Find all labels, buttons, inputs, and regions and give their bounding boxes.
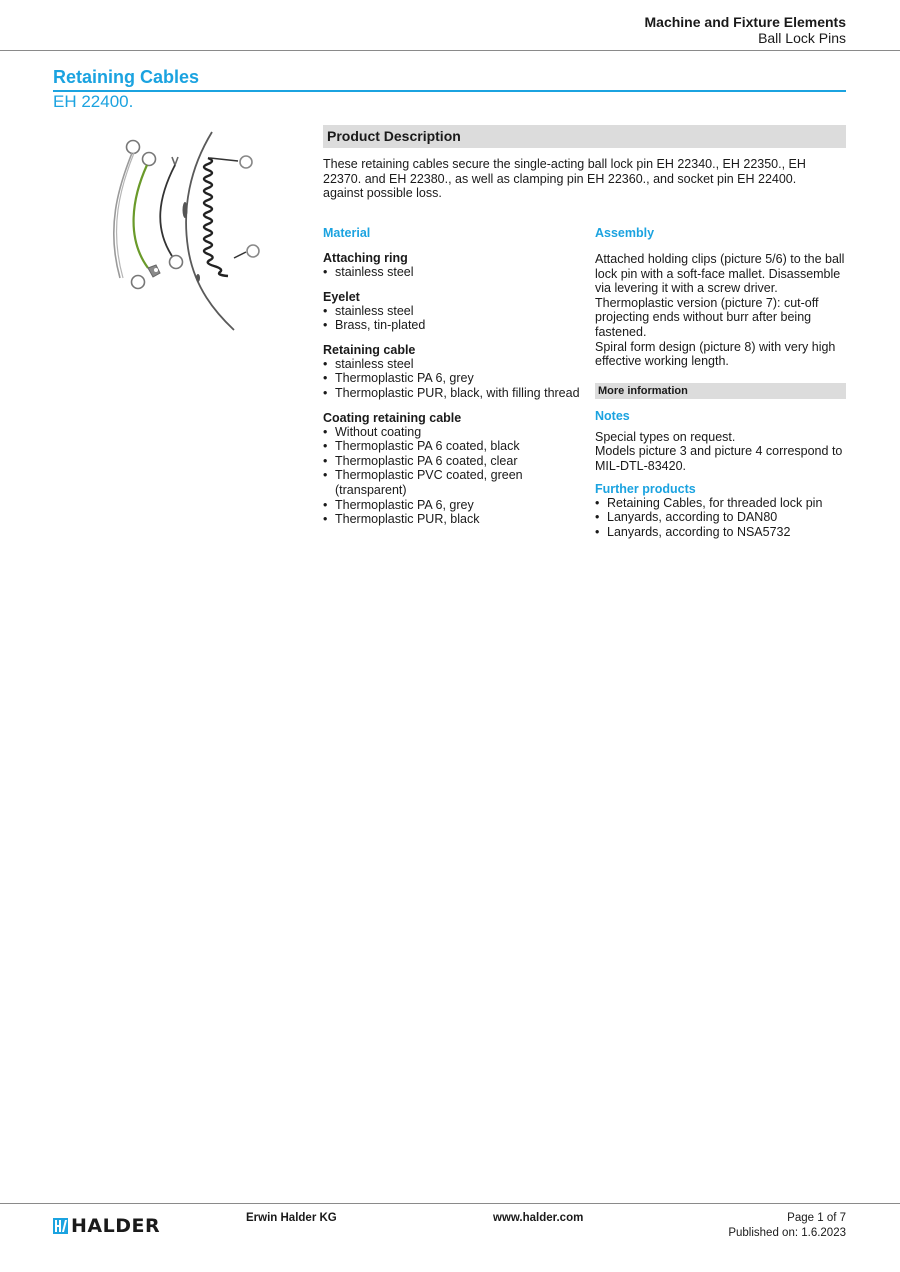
material-group-title: Coating retaining cable xyxy=(323,410,462,425)
title-rule xyxy=(53,90,846,92)
halder-logo-icon xyxy=(53,1218,68,1234)
notes-paragraph: Models picture 3 and picture 4 correspond to MIL-DTL-83420. xyxy=(595,444,843,473)
product-code: EH 22400. xyxy=(53,92,134,111)
further-product-link[interactable]: • Retaining Cables, for threaded lock pin xyxy=(595,496,846,511)
list-item: • Thermoplastic PVC coated, green (transparent) xyxy=(323,468,585,497)
header-category: Machine and Fixture Elements xyxy=(644,14,846,30)
list-item: • stainless steel xyxy=(323,357,585,372)
more-information-bar: More information xyxy=(595,383,846,399)
material-list xyxy=(323,425,585,527)
cable-black-icon xyxy=(160,157,182,269)
header-subcategory: Ball Lock Pins xyxy=(758,30,846,46)
list-item: • Thermoplastic PA 6, grey xyxy=(323,498,585,513)
material-list xyxy=(323,265,585,280)
assembly-paragraph: Attached holding clips (picture 5/6) to the ball lock pin with a soft-face mallet. Disassemble via levering it with a screw driver. xyxy=(595,252,845,296)
list-item: • stainless steel xyxy=(323,265,585,280)
halder-logo xyxy=(53,1217,160,1235)
material-section xyxy=(323,226,585,527)
further-product-link[interactable]: • Lanyards, according to DAN80 xyxy=(595,510,846,525)
cable-spiral-icon xyxy=(204,156,259,276)
product-description-heading: Product Description xyxy=(323,125,846,148)
header-divider xyxy=(0,50,900,51)
further-product-link[interactable]: • Lanyards, according to NSA5732 xyxy=(595,525,846,540)
material-group-title: Retaining cable xyxy=(323,342,416,357)
footer-page-number: Page 1 of 7 xyxy=(787,1212,846,1224)
assembly-paragraph: Spiral form design (picture 8) with very high effective working length. xyxy=(595,339,836,369)
list-item: • Thermoplastic PA 6 coated, black xyxy=(323,439,585,454)
footer-divider xyxy=(0,1203,900,1204)
material-group-title: Eyelet xyxy=(323,289,360,304)
notes-paragraph: Special types on request. xyxy=(595,429,736,444)
list-item: • stainless steel xyxy=(323,304,585,319)
list-item: • Without coating xyxy=(323,425,585,440)
footer-published-date: Published on: 1.6.2023 xyxy=(728,1227,846,1239)
material-list xyxy=(323,357,585,401)
notes-heading: Notes xyxy=(595,408,630,423)
list-item: • Thermoplastic PA 6 coated, clear xyxy=(323,454,585,469)
footer-website-link[interactable]: www.halder.com xyxy=(493,1212,584,1224)
material-group-title: Attaching ring xyxy=(323,251,408,265)
cable-green-icon xyxy=(134,153,160,278)
list-item: • Brass, tin-plated xyxy=(323,318,585,333)
product-description-text: These retaining cables secure the single-acting ball lock pin EH 22340., EH 22350., EH 22370. and EH 22380., as well as clamping pin EH 22360., and socket pin EH 22400. against possible loss. xyxy=(323,157,806,201)
footer-company: Erwin Halder KG xyxy=(246,1212,337,1224)
assembly-paragraph: Thermoplastic version (picture 7): cut-off projecting ends without burr after being fastened. xyxy=(595,295,819,339)
cable-steel-icon xyxy=(114,141,145,289)
material-heading: Material xyxy=(323,226,371,240)
product-photo xyxy=(98,128,268,338)
assembly-text xyxy=(595,252,846,369)
list-item: • Thermoplastic PA 6, grey xyxy=(323,371,585,386)
halder-logo-text: HALDER xyxy=(71,1215,161,1237)
assembly-heading: Assembly xyxy=(595,226,655,240)
list-item: • Thermoplastic PUR, black, with filling thread xyxy=(323,386,585,401)
assembly-section xyxy=(595,226,846,539)
further-products-list xyxy=(595,496,846,540)
notes-text xyxy=(595,430,846,474)
page-title: Retaining Cables xyxy=(53,67,200,87)
list-item: • Thermoplastic PUR, black xyxy=(323,512,585,527)
material-list xyxy=(323,304,585,333)
further-products-heading: Further products xyxy=(595,481,696,496)
